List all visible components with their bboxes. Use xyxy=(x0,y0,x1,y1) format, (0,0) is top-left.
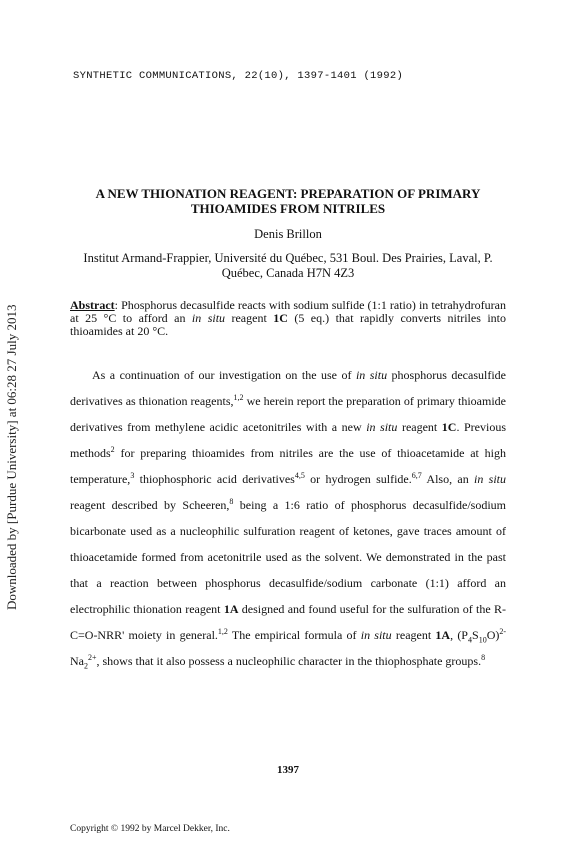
citation-superscript: 4,5 xyxy=(294,471,305,480)
citation-superscript: 6,7 xyxy=(411,471,422,480)
formula-run: O) xyxy=(486,628,500,642)
copyright-notice: Copyright © 1992 by Marcel Dekker, Inc. xyxy=(70,824,230,834)
text-run: thiophosphoric acid derivatives xyxy=(134,472,295,486)
italic-run: in situ xyxy=(360,628,392,642)
article-title xyxy=(40,186,536,216)
text-run: . Previous methods xyxy=(70,420,507,460)
body-text xyxy=(70,362,506,674)
formula-subscript: 10 xyxy=(478,635,487,645)
text-run: reagent xyxy=(391,628,436,642)
text-run: phosphorus decasulfide derivatives as thionation reagents, xyxy=(70,368,506,408)
formula-subscript: 2 xyxy=(84,661,88,671)
formula-run: Na xyxy=(70,654,84,668)
text-run: Also, an xyxy=(421,472,475,486)
italic-run: in situ xyxy=(355,368,388,382)
citation-superscript: 3 xyxy=(130,471,135,480)
abstract-label: Abstract xyxy=(70,298,115,312)
abstract-text: reagent xyxy=(225,311,274,325)
title-line-1: A NEW THIONATION REAGENT: PREPARATION OF PRIMARY xyxy=(95,186,481,201)
compound-label: 1A xyxy=(435,628,451,642)
formula-subscript: 4 xyxy=(468,635,472,645)
compound-label: 1A xyxy=(223,602,239,616)
formula-superscript: 2+ xyxy=(88,653,97,662)
download-watermark: Downloaded by [Purdue University] at 06:28 27 July 2013 xyxy=(4,304,19,610)
citation-superscript: 8 xyxy=(229,497,234,506)
abstract-italic: in situ xyxy=(191,311,226,325)
title-line-2: THIOAMIDES FROM NITRILES xyxy=(190,201,386,216)
citation-superscript: 1,2 xyxy=(217,627,228,636)
text-run: for preparing thioamides from nitriles are the use of thioacetamide at high temperature, xyxy=(70,446,506,486)
citation-superscript: 2 xyxy=(110,445,115,454)
abstract-bold: 1C xyxy=(273,311,288,325)
formula-run: S xyxy=(472,628,479,642)
abstract-text: (5 eq.) that rapidly converts nitriles into thioamides at 20 °C. xyxy=(70,311,506,338)
text-run: or hydrogen sulfide. xyxy=(304,472,412,486)
affiliation-line-1: Institut Armand-Frappier, Université du Québec, 531 Boul. Des Prairies, Laval, P. xyxy=(83,251,493,265)
abstract-text: : Phosphorus decasulfide reacts with sodium sulfide (1:1 ratio) in tetrahydrofuran at 25 °C to afford an xyxy=(70,298,506,325)
text-run: , shows that it also possess a nucleophilic character in the thiophosphate groups. xyxy=(96,654,482,668)
author-name: Denis Brillon xyxy=(254,227,322,241)
formula-superscript: 2- xyxy=(499,627,507,636)
running-head: SYNTHETIC COMMUNICATIONS, 22(10), 1397-1401 (1992) xyxy=(73,70,404,82)
italic-run: in situ xyxy=(474,472,506,486)
text-run: The empirical formula of xyxy=(227,628,361,642)
italic-run: in situ xyxy=(366,420,398,434)
text-run: designed and found useful for the sulfuration of the R-C=O-NRR' moiety in general. xyxy=(70,602,506,642)
text-run: we herein report the preparation of primary thioamide derivatives from methylene acidic acetonitriles with a new xyxy=(70,394,506,434)
text-run: As a continuation of our investigation on the use of xyxy=(92,368,356,382)
compound-label: 1C xyxy=(441,420,457,434)
text-run: reagent described by Scheeren, xyxy=(70,498,230,512)
text-run: reagent xyxy=(397,420,442,434)
page-number: 1397 xyxy=(277,764,299,776)
affiliation-line-2: Québec, Canada H7N 4Z3 xyxy=(221,266,355,280)
text-run: being a 1:6 ratio of phosphorus decasulfide/sodium bicarbonate used as a nucleophilic sulfuration reagent of ketones, gave traces amount of thioacetamide formed from acetonitrile used as the solvent. We demonstrated in the past that a reaction between phosphorus decasulfide/sodium carbonate (1:1) afford an electrophilic thionation reagent xyxy=(70,498,507,616)
affiliation xyxy=(70,251,506,281)
abstract xyxy=(70,299,506,338)
citation-superscript: 8 xyxy=(481,653,486,662)
paragraph xyxy=(70,362,506,674)
formula-run: , (P xyxy=(450,628,468,642)
citation-superscript: 1,2 xyxy=(233,393,244,402)
